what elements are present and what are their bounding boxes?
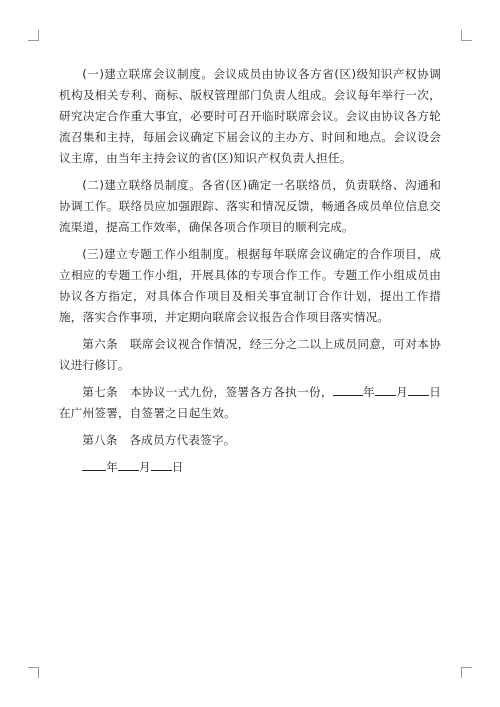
crop-mark-bottom-right [461, 667, 472, 678]
day-blank [408, 382, 429, 396]
paragraph-article-6: 第六条 联席会议视合作情况，经三分之二以上成员同意，可对本协议进行修订。 [59, 337, 441, 372]
signature-year-label: 年 [106, 460, 118, 474]
article-7-month-label: 月 [395, 385, 409, 399]
signature-month-label: 月 [138, 460, 151, 474]
signature-month-blank [118, 457, 139, 471]
paragraph-liaison: (二)建立联络员制度。各省(区)确定一名联络员，负责联络、沟通和协调工作。联络员应加强跟踪、落实和情况反馈，畅通各成员单位信息交流渠道，提高工作效率，确保各项合作项目的顺利完成。 [59, 178, 441, 234]
paragraph-article-8: 第八条 各成员方代表签字。 [82, 433, 236, 447]
article-7-text-d: 日在广州签署，自签署之日起生效。 [59, 385, 442, 420]
signature-day-blank [151, 457, 172, 471]
article-7-year-label: 年 [362, 385, 375, 399]
paragraph-working-group: (三)建立专题工作小组制度。根据每年联席会议确定的合作项目，成立相应的专题工作小组，开展具体的专项合作工作。专题工作小组成员由协议各方指定，对具体合作项目及相关事宜制订合作计划，提出工作措施，落实合作事项，并定期向联席会议报告合作项目落实情况。 [59, 247, 441, 324]
crop-mark-top-left [28, 30, 39, 41]
crop-mark-bottom-left [28, 667, 39, 678]
year-blank [333, 382, 363, 396]
crop-mark-top-right [461, 30, 472, 41]
signature-year-blank [82, 457, 106, 471]
signature-date-line [59, 457, 441, 478]
paragraph-joint-meeting: (一)建立联席会议制度。会议成员由协议各方省(区)级知识产权协调机构及相关专利、商标、版权管理部门负责人组成。会议每年举行一次，研究决定合作重大事宜，必要时可召开临时联席会议。会议由协议各方轮流召集和主持，每届会议确定下届会议的主办方、时间和地点。会议设会议主席，由当年主持会议的省(区)知识产权负责人担任。 [59, 67, 441, 165]
paragraph-article-7 [59, 382, 441, 424]
month-blank [375, 382, 396, 396]
signature-day-label: 日 [171, 460, 184, 474]
article-7-text-a: 第七条 本协议一式九份，签署各方各执一份， [82, 385, 333, 399]
document-body [59, 64, 441, 484]
